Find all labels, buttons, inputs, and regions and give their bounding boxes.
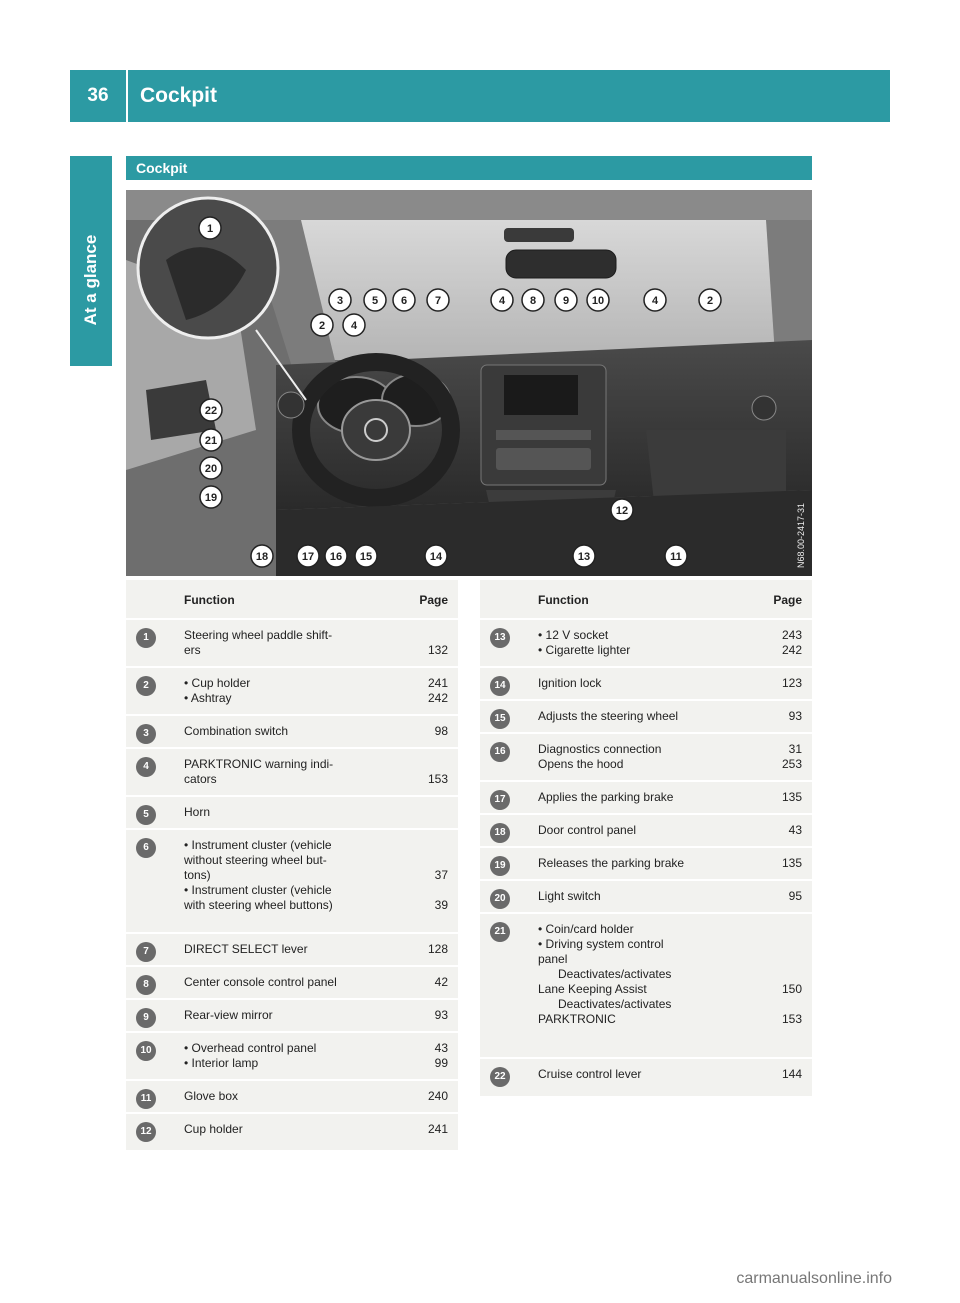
function-cell <box>538 1067 757 1082</box>
page-ref: 93 <box>434 1008 448 1022</box>
header-divider <box>126 70 128 122</box>
page-ref <box>428 757 448 772</box>
page-cell <box>428 1089 448 1104</box>
item-number-badge: 18 <box>490 823 510 843</box>
function-line: ers <box>184 643 201 657</box>
callout-label: 16 <box>329 551 343 563</box>
function-line: Releases the parking brake <box>538 856 685 870</box>
callout-label: 15 <box>359 551 373 563</box>
table-row <box>480 879 812 914</box>
callout-label: 2 <box>318 320 326 332</box>
page-ref: 132 <box>427 643 448 657</box>
callout-marker <box>199 217 221 239</box>
callout-label: 21 <box>204 435 218 447</box>
page-ref: 98 <box>434 724 448 738</box>
callout-marker <box>200 429 222 451</box>
callout-marker <box>355 545 377 567</box>
callout-marker <box>425 545 447 567</box>
callout-marker <box>573 545 595 567</box>
table-row <box>126 1079 458 1114</box>
callout-marker <box>587 289 609 311</box>
photo-code: N68.00-2417-31 <box>796 502 806 568</box>
callout-label: 1 <box>206 223 214 235</box>
callout-marker <box>522 289 544 311</box>
function-cell <box>184 838 403 913</box>
column-function: Function <box>184 593 235 607</box>
page-cell <box>782 628 802 658</box>
item-number-badge: 3 <box>136 724 156 744</box>
item-number-badge: 2 <box>136 676 156 696</box>
section-title: Cockpit <box>136 160 188 176</box>
column-function: Function <box>538 593 589 607</box>
page-ref: 42 <box>434 975 448 989</box>
callout-label: 12 <box>615 505 629 517</box>
callout-marker <box>364 289 386 311</box>
item-number-badge: 13 <box>490 628 510 648</box>
page-ref <box>782 967 802 982</box>
cockpit-photo <box>126 190 812 576</box>
function-cell <box>184 1041 403 1071</box>
page-ref: 253 <box>781 757 802 771</box>
page-ref <box>428 628 448 643</box>
function-cell <box>184 1089 403 1104</box>
page-cell <box>789 709 802 724</box>
callout-label: 8 <box>529 295 537 307</box>
page-ref: 153 <box>427 772 448 786</box>
function-line: Steering wheel paddle shift- <box>184 628 333 642</box>
callout-marker <box>251 545 273 567</box>
table-row <box>126 932 458 967</box>
page-ref <box>435 853 448 868</box>
function-line: Rear-view mirror <box>184 1008 273 1022</box>
callout-label: 20 <box>204 463 218 475</box>
callout-label: 13 <box>577 551 591 563</box>
callout-label: 4 <box>651 295 659 307</box>
page-cell <box>428 1122 448 1137</box>
page-ref: 39 <box>434 898 448 912</box>
table-row <box>126 747 458 797</box>
page-cell <box>428 628 448 658</box>
item-number-badge: 7 <box>136 942 156 962</box>
function-cell <box>538 709 757 724</box>
table-row <box>480 618 812 668</box>
callout-marker <box>611 499 633 521</box>
function-line: • Driving system control <box>538 937 664 951</box>
callout-marker <box>555 289 577 311</box>
page-ref: 95 <box>788 889 802 903</box>
function-line: Center console control panel <box>184 975 337 989</box>
callout-marker <box>699 289 721 311</box>
function-cell <box>184 757 403 787</box>
function-cell <box>538 676 757 691</box>
function-cell <box>538 742 757 772</box>
page-cell <box>435 1008 448 1023</box>
page-cell <box>435 1041 448 1071</box>
callout-marker <box>491 289 513 311</box>
page-ref <box>782 937 802 952</box>
callout-label: 9 <box>562 295 570 307</box>
callout-marker <box>311 314 333 336</box>
function-line: Light switch <box>538 889 601 903</box>
page-ref <box>782 997 802 1012</box>
function-line: • Coin/card holder <box>538 922 634 936</box>
side-tab-label-box <box>70 200 112 360</box>
callout-label: 11 <box>670 551 682 563</box>
function-line: tons) <box>184 868 211 882</box>
page-ref <box>435 838 448 853</box>
function-line: • Ashtray <box>184 691 232 705</box>
callout-label: 22 <box>204 405 218 417</box>
callout-marker <box>644 289 666 311</box>
function-cell <box>184 676 403 706</box>
item-number-badge: 5 <box>136 805 156 825</box>
callout-label: 7 <box>434 295 442 307</box>
page-cell <box>782 790 802 805</box>
function-line: panel <box>538 952 568 966</box>
item-number-badge: 17 <box>490 790 510 810</box>
page-ref: 135 <box>781 856 802 870</box>
page-cell <box>782 856 802 871</box>
item-number-badge: 12 <box>136 1122 156 1142</box>
callout-label: 2 <box>706 295 714 307</box>
function-cell <box>538 889 757 904</box>
page-cell <box>782 1067 802 1082</box>
page-ref <box>782 922 802 937</box>
table-row <box>126 666 458 716</box>
side-tab-label: At a glance <box>81 234 100 326</box>
function-line: with steering wheel buttons) <box>184 898 333 912</box>
table-row <box>126 795 458 830</box>
page-ref: 144 <box>781 1067 802 1081</box>
function-line: • Instrument cluster (vehicle <box>184 838 332 852</box>
page-ref: 123 <box>781 676 802 690</box>
function-line: • 12 V socket <box>538 628 609 642</box>
callout-label: 4 <box>350 320 358 332</box>
function-line: Deactivates/activates <box>538 967 672 981</box>
page-ref: 43 <box>434 1041 448 1055</box>
function-line: Diagnostics connection <box>538 742 662 756</box>
column-page: Page <box>419 593 448 607</box>
item-number-badge: 4 <box>136 757 156 777</box>
function-cell <box>184 805 403 820</box>
callout-marker <box>329 289 351 311</box>
page-cell <box>435 975 448 990</box>
function-line: Adjusts the steering wheel <box>538 709 679 723</box>
table-header <box>126 580 458 618</box>
page-ref: 241 <box>427 676 448 690</box>
item-number-badge: 22 <box>490 1067 510 1087</box>
callout-label: 3 <box>336 295 344 307</box>
table-row <box>126 1031 458 1081</box>
function-cell <box>184 1122 403 1137</box>
function-line: Cruise control lever <box>538 1067 642 1081</box>
function-cell <box>538 823 757 838</box>
page-cell <box>789 823 802 838</box>
page-cell <box>428 676 448 706</box>
callout-label: 19 <box>204 492 218 504</box>
header-title: Cockpit <box>140 84 218 107</box>
table-row <box>480 1057 812 1092</box>
table-row <box>126 998 458 1033</box>
function-cell <box>184 942 403 957</box>
callout-marker <box>393 289 415 311</box>
function-line: PARKTRONIC warning indi- <box>184 757 334 771</box>
item-number-badge: 16 <box>490 742 510 762</box>
table-row <box>480 780 812 815</box>
item-number-badge: 10 <box>136 1041 156 1061</box>
page-ref: 43 <box>788 823 802 837</box>
item-number-badge: 1 <box>136 628 156 648</box>
page-ref <box>782 952 802 967</box>
callout-marker <box>200 399 222 421</box>
callout-marker <box>297 545 319 567</box>
page-ref: 93 <box>788 709 802 723</box>
page-ref: 150 <box>781 982 802 996</box>
callout-label: 18 <box>255 551 269 563</box>
page-ref: 153 <box>781 1012 802 1026</box>
callout-label: 17 <box>301 551 315 563</box>
function-line: Ignition lock <box>538 676 602 690</box>
table-row <box>126 828 458 934</box>
function-cell <box>184 975 403 990</box>
table-row <box>480 813 812 848</box>
item-number-badge: 14 <box>490 676 510 696</box>
function-line: without steering wheel but- <box>184 853 327 867</box>
item-number-badge: 21 <box>490 922 510 942</box>
table-row <box>126 714 458 749</box>
function-cell <box>538 856 757 871</box>
page-ref: 242 <box>427 691 448 705</box>
table-header <box>480 580 812 618</box>
table-row <box>480 699 812 734</box>
page-ref <box>435 883 448 898</box>
function-line: Combination switch <box>184 724 289 738</box>
function-cell <box>184 628 403 658</box>
page-cell <box>428 942 448 957</box>
callout-label: 4 <box>498 295 506 307</box>
table-row <box>480 666 812 701</box>
page-cell <box>789 889 802 904</box>
page-cell <box>782 742 802 772</box>
function-line: • Cup holder <box>184 676 251 690</box>
table-row <box>480 732 812 782</box>
function-cell <box>184 724 403 739</box>
item-number-badge: 9 <box>136 1008 156 1028</box>
section-bar <box>126 156 812 180</box>
callout-marker <box>665 545 687 567</box>
function-line: • Instrument cluster (vehicle <box>184 883 332 897</box>
function-line: Glove box <box>184 1089 239 1103</box>
function-table-right <box>480 580 812 1096</box>
page-number: 36 <box>87 85 109 106</box>
page-ref: 243 <box>781 628 802 642</box>
item-number-badge: 19 <box>490 856 510 876</box>
table-row <box>480 846 812 881</box>
function-line: PARKTRONIC <box>538 1012 616 1026</box>
table-row <box>480 912 812 1059</box>
callout-label: 5 <box>371 295 379 307</box>
function-line: Horn <box>184 805 211 819</box>
page-cell <box>435 724 448 739</box>
callout-marker <box>200 486 222 508</box>
function-line: • Interior lamp <box>184 1056 259 1070</box>
item-number-badge: 11 <box>136 1089 156 1109</box>
function-line: cators <box>184 772 217 786</box>
page-ref: 240 <box>427 1089 448 1103</box>
callout-marker <box>200 457 222 479</box>
page-ref: 242 <box>781 643 802 657</box>
function-line: Applies the parking brake <box>538 790 674 804</box>
callout-marker <box>427 289 449 311</box>
page-cell <box>428 757 448 787</box>
page-ref: 37 <box>434 868 448 882</box>
function-cell <box>538 628 757 658</box>
function-line: Opens the hood <box>538 757 624 771</box>
function-line: • Cigarette lighter <box>538 643 631 657</box>
page-ref: 128 <box>427 942 448 956</box>
function-table-left <box>126 580 458 1150</box>
function-line: Door control panel <box>538 823 637 837</box>
page-cell <box>782 676 802 691</box>
page-ref: 241 <box>427 1122 448 1136</box>
item-number-badge: 6 <box>136 838 156 858</box>
function-line: • Overhead control panel <box>184 1041 317 1055</box>
column-page: Page <box>773 593 802 607</box>
callout-label: 10 <box>591 295 605 307</box>
callout-label: 14 <box>429 551 443 563</box>
function-line: DIRECT SELECT lever <box>184 942 308 956</box>
page-ref: 31 <box>788 742 802 756</box>
page-cell <box>435 838 448 913</box>
page-cell <box>782 922 802 1027</box>
callout-marker <box>343 314 365 336</box>
function-cell <box>538 922 757 1027</box>
callout-marker <box>325 545 347 567</box>
function-line: Lane Keeping Assist <box>538 982 647 996</box>
function-line: Cup holder <box>184 1122 243 1136</box>
item-number-badge: 15 <box>490 709 510 729</box>
table-row <box>126 618 458 668</box>
page-ref: 99 <box>434 1056 448 1070</box>
function-line: Deactivates/activates <box>538 997 672 1011</box>
page-ref: 135 <box>781 790 802 804</box>
function-cell <box>184 1008 403 1023</box>
watermark: carmanualsonline.info <box>736 1270 892 1287</box>
function-cell <box>538 790 757 805</box>
item-number-badge: 20 <box>490 889 510 909</box>
table-row <box>126 965 458 1000</box>
item-number-badge: 8 <box>136 975 156 995</box>
table-row <box>126 1112 458 1147</box>
callout-label: 6 <box>400 295 408 307</box>
